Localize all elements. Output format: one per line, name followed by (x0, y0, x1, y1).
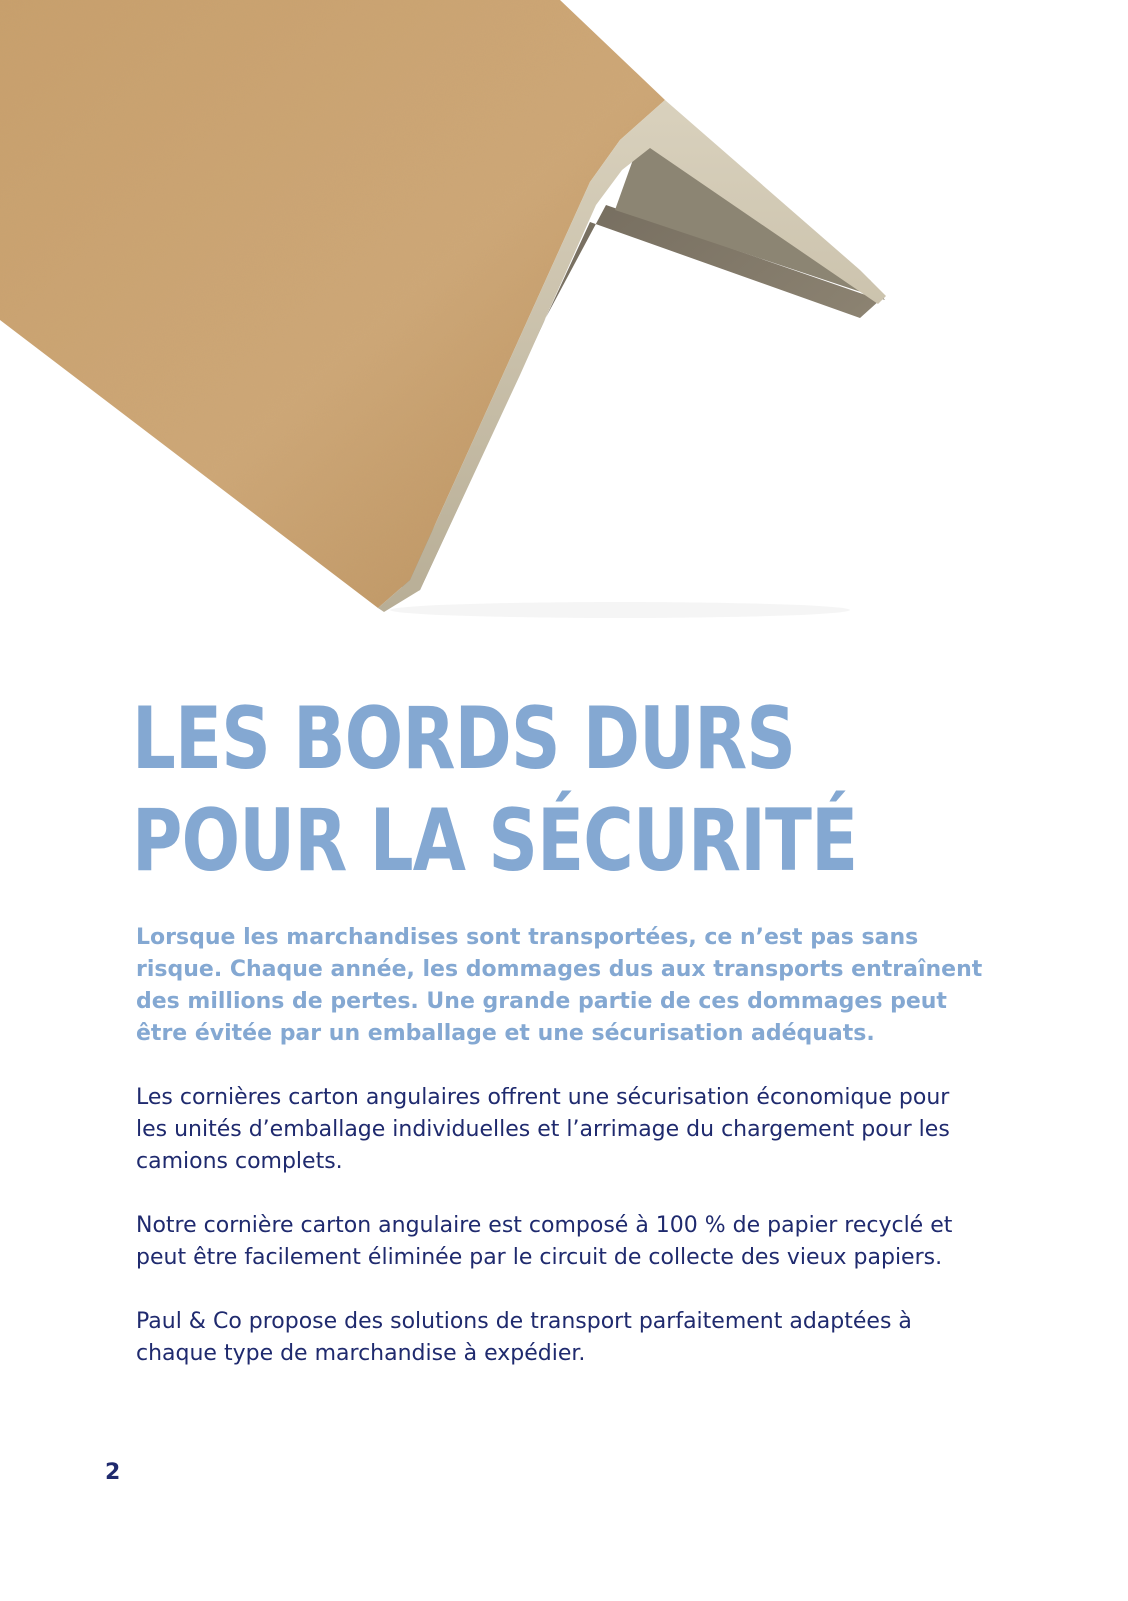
intro-paragraph: Lorsque les marchandises sont transportées, ce n’est pas sans risque. Chaque année, les dommages dus aux transports entraînent des millions de pertes. Une grande partie de ces dommages peut être évitée par un emballage et une sécurisation adéquats. (136, 925, 983, 1046)
page-headline (132, 688, 857, 892)
page-number: 2 (105, 1460, 121, 1485)
body-paragraph: Paul & Co propose des solutions de transport parfaitement adaptées à chaque type de marchandise à expédier. (136, 1309, 912, 1366)
headline-line-2: POUR LA SÉCURITÉ (132, 791, 858, 891)
body-paragraph: Notre cornière carton angulaire est composé à 100 % de papier recyclé et peut être facilement éliminée par le circuit de collecte des vieux papiers. (136, 1213, 953, 1270)
body-paragraph: Les cornières carton angulaires offrent une sécurisation économique pour les unités d’emballage individuelles et l’arrimage du chargement pour les camions complets. (136, 1085, 950, 1174)
headline-line-1: LES BORDS DURS (132, 689, 796, 789)
cardboard-edge-protector-image (0, 0, 1128, 640)
body-copy (136, 922, 986, 1402)
